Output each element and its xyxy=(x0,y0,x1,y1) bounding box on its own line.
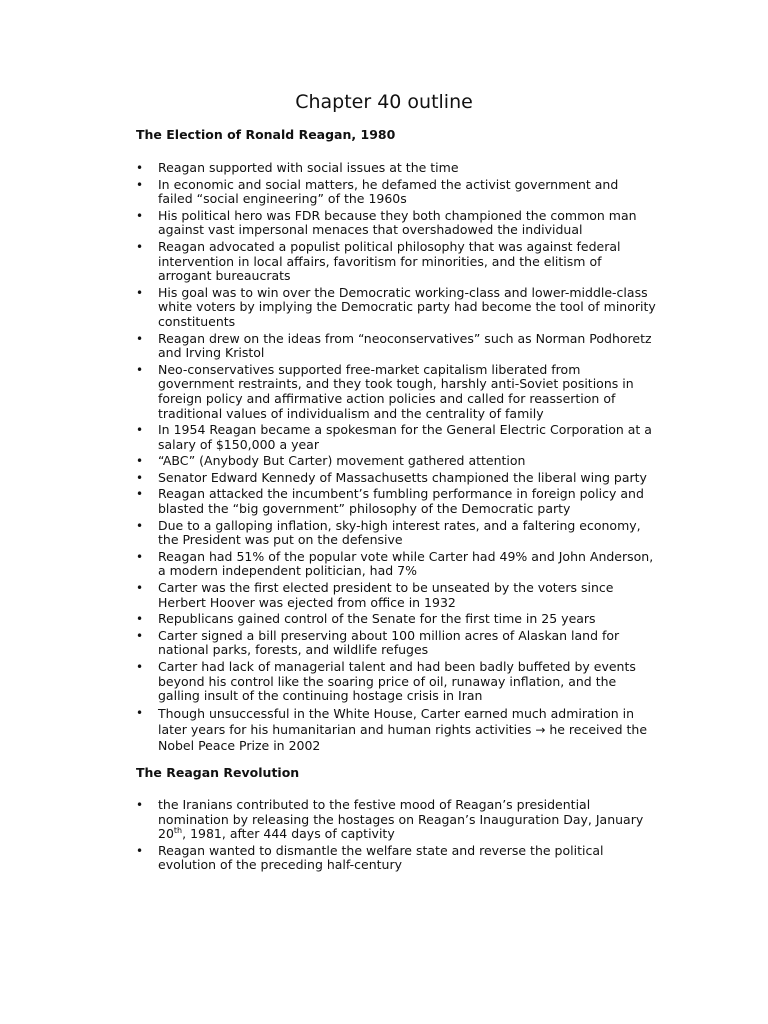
bullet-icon: • xyxy=(136,470,144,485)
list-item xyxy=(136,286,656,330)
bullet-icon: • xyxy=(136,549,144,564)
list-item-text: Reagan supported with social issues at the time xyxy=(158,160,459,175)
list-item xyxy=(136,798,656,842)
list-item-text: Republicans gained control of the Senate for the first time in 25 years xyxy=(158,611,596,627)
list-item xyxy=(136,660,656,704)
list-item-text: Senator Edward Kennedy of Massachusetts championed the liberal wing party xyxy=(158,469,647,485)
list-item-text: Neo-conservatives supported free-market capitalism liberated from government restraints, and they took tough, harshly anti-Soviet positions in foreign policy and affirmative action policies and called for reassertion of traditional values of individualism and the centrality of family xyxy=(158,361,634,421)
list-item-text: Though unsuccessful in the White House, Carter earned much admiration in later years for his humanitarian and human rights activities xyxy=(158,705,635,737)
bullet-icon: • xyxy=(136,705,144,720)
list-item xyxy=(136,844,656,873)
list-item xyxy=(136,519,656,548)
list-item-text-continued: he received the Nobel Peace Prize in 2002 xyxy=(158,721,648,753)
right-arrow-icon: → xyxy=(535,722,546,737)
list-item-text: Reagan drew on the ideas from “neoconservatives” such as Norman Podhoretz and Irving Kristol xyxy=(158,330,652,361)
list-item-text: Reagan had 51% of the popular vote while Carter had 49% and John Anderson, a modern independent politician, had 7% xyxy=(158,548,654,579)
list-item xyxy=(136,332,656,361)
list-item-text: Carter signed a bill preserving about 100 million acres of Alaskan land for national parks, forests, and wildlife refuges xyxy=(158,627,620,658)
bullet-icon: • xyxy=(136,331,144,346)
bullet-icon: • xyxy=(136,423,144,438)
list-item xyxy=(136,209,656,238)
list-item-text: His goal was to win over the Democratic working-class and lower-middle-class white voters by implying the Democratic party had become the tool of minority constituents xyxy=(158,284,656,329)
ordinal-suffix: th xyxy=(173,826,183,836)
bullet-icon: • xyxy=(136,660,144,674)
bullet-icon: • xyxy=(136,798,144,812)
list-item-text: Reagan advocated a populist political philosophy that was against federal intervention in local affairs, favoritism for minorities, and the elitism of arrogant bureaucrats xyxy=(158,238,621,284)
bullet-icon: • xyxy=(136,487,144,502)
list-item xyxy=(136,161,656,176)
list-item xyxy=(136,612,656,627)
list-item-text: Carter had lack of managerial talent and had been badly buffeted by events beyond his control like the soaring price of oil, runaway inflation, and the galling insult of the continuing hostage crisis in Iran xyxy=(158,659,636,704)
list-item xyxy=(136,581,656,610)
list-item-text: In economic and social matters, he defamed the activist government and failed “social engineering” of the 1960s xyxy=(158,176,619,207)
list-item-text: Reagan wanted to dismantle the welfare state and reverse the political evolution of the preceding half-century xyxy=(158,842,604,873)
bullet-list-election xyxy=(136,161,656,756)
list-item-text: His political hero was FDR because they both championed the common man against vast impersonal menaces that overshadowed the individual xyxy=(158,207,637,238)
list-item xyxy=(136,454,656,469)
bullet-icon: • xyxy=(136,362,144,377)
bullet-icon: • xyxy=(136,843,144,858)
bullet-icon: • xyxy=(136,208,144,223)
bullet-icon: • xyxy=(136,285,144,300)
list-item-text: Due to a galloping inflation, sky-high interest rates, and a faltering economy, the President was put on the defensive xyxy=(158,517,641,548)
bullet-icon: • xyxy=(136,581,144,596)
list-item xyxy=(136,178,656,207)
list-item xyxy=(136,423,656,452)
bullet-icon: • xyxy=(136,612,144,627)
list-item-text: “ABC” (Anybody But Carter) movement gathered attention xyxy=(158,453,526,469)
list-item-text-continued: , 1981, after 444 days of captivity xyxy=(182,826,395,842)
page-title: Chapter 40 outline xyxy=(295,91,473,113)
section-heading-election: The Election of Ronald Reagan, 1980 xyxy=(136,127,396,142)
list-item xyxy=(136,706,656,754)
list-item xyxy=(136,471,656,486)
section-heading-reagan-revolution: The Reagan Revolution xyxy=(136,765,300,780)
bullet-icon: • xyxy=(136,177,144,192)
list-item xyxy=(136,629,656,658)
list-item-text: the Iranians contributed to the festive mood of Reagan’s presidential nomination by releasing the hostages on Reagan’s Inauguration Day, January 20 xyxy=(158,797,644,842)
list-item xyxy=(136,550,656,579)
bullet-icon: • xyxy=(136,239,144,254)
list-item xyxy=(136,363,656,421)
list-item-text: Carter was the first elected president to be unseated by the voters since Herbert Hoover was ejected from office in 1932 xyxy=(158,580,614,610)
bullet-list-reagan-revolution xyxy=(136,798,656,875)
list-item xyxy=(136,487,656,516)
list-item-text: In 1954 Reagan became a spokesman for the General Electric Corporation at a salary of $150,000 a year xyxy=(158,422,652,452)
bullet-icon: • xyxy=(136,518,144,533)
bullet-icon: • xyxy=(136,161,144,175)
bullet-icon: • xyxy=(136,628,144,643)
bullet-icon: • xyxy=(136,454,144,469)
list-item xyxy=(136,240,656,284)
list-item-text: Reagan attacked the incumbent’s fumbling performance in foreign policy and blasted the “big government” philosophy of the Democratic party xyxy=(158,486,644,517)
